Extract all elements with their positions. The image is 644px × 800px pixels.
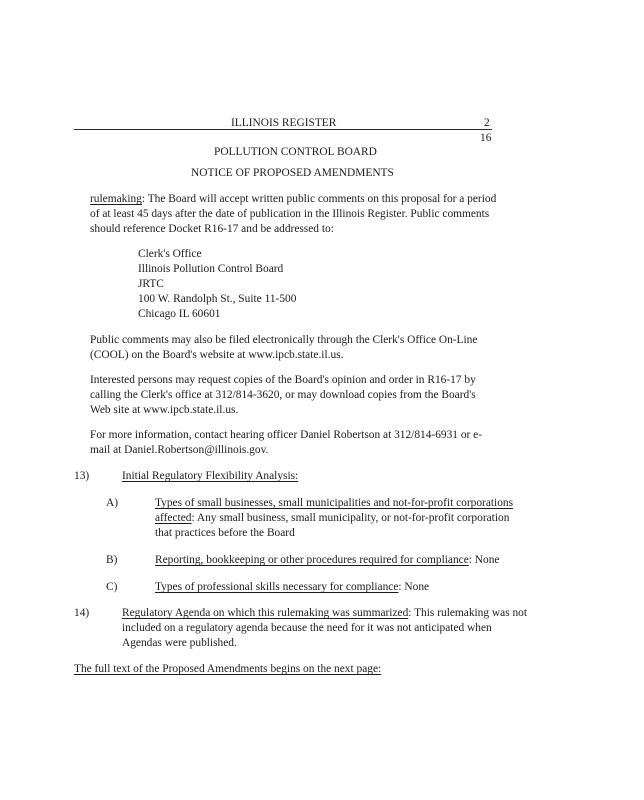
item-13-title: Initial Regulatory Flexibility Analysis: (122, 470, 299, 482)
issue-number: 16 (480, 132, 492, 144)
item-13b-letter: B) (106, 554, 118, 566)
item-13c-rest: : None (398, 581, 430, 593)
copies-line: calling the Clerk's office at 312/814-3620, or may download copies from the Board's (90, 389, 476, 401)
intro-line-2: of at least 45 days after the date of publication in the Illinois Register. Public comments (90, 208, 490, 220)
item-13b-title: Reporting, bookkeeping or other procedures required for compliance (155, 554, 469, 566)
notice-title: NOTICE OF PROPOSED AMENDMENTS (191, 167, 394, 179)
address-line: 100 W. Randolph St., Suite 11-500 (138, 293, 297, 305)
item-13c-title: Types of professional skills necessary for compliance (155, 581, 399, 593)
intro-line-1-rest: : The Board will accept written public comments on this proposal for a period (141, 193, 497, 205)
intro-line-3: should reference Docket R16-17 and be addressed to: (90, 223, 334, 235)
item-13a-title-line-1: Types of small businesses, small municipalities and not-for-profit corporations (155, 497, 514, 509)
full-text-intro: The full text of the Proposed Amendments begins on the next page: (74, 663, 382, 675)
item-14-line-1 (122, 606, 527, 621)
item-14-line-3: Agendas were published. (122, 637, 237, 649)
info-line: mail at Daniel.Robertson@illinois.gov. (90, 444, 269, 456)
item-13a-line-3: that practices before the Board (155, 527, 295, 539)
item-13-number: 13) (74, 470, 90, 482)
item-14-line-2: included on a regulatory agenda because the need for it was not anticipated when (122, 622, 492, 634)
address-line: Clerk's Office (138, 248, 202, 260)
intro-lead: rulemaking (90, 193, 142, 205)
item-13a-line-2 (155, 511, 509, 526)
address-line: Chicago IL 60601 (138, 308, 221, 320)
page-number: 2 (484, 117, 490, 129)
header-rule (74, 129, 492, 130)
copies-line: Interested persons may request copies of the Board's opinion and order in R16-17 by (90, 374, 476, 386)
address-line: JRTC (138, 278, 164, 290)
info-line: For more information, contact hearing officer Daniel Robertson at 312/814-6931 or e- (90, 429, 483, 441)
item-13c-line (155, 580, 429, 595)
board-name: POLLUTION CONTROL BOARD (214, 146, 377, 158)
item-13a-title-line-2: affected (155, 512, 192, 524)
item-14-title: Regulatory Agenda on which this rulemaking was summarized (122, 607, 409, 619)
intro-line-1 (90, 192, 496, 207)
register-title: ILLINOIS REGISTER (231, 117, 337, 129)
item-13c-letter: C) (106, 581, 118, 593)
item-14-rest: : This rulemaking was not (408, 607, 528, 619)
item-13b-rest: : None (468, 554, 500, 566)
cool-line: Public comments may also be filed electronically through the Clerk's Office On-Line (90, 334, 478, 346)
copies-line: Web site at www.ipcb.state.il.us. (90, 404, 239, 416)
cool-line: (COOL) on the Board's website at www.ipcb.state.il.us. (90, 349, 344, 361)
address-line: Illinois Pollution Control Board (138, 263, 284, 275)
item-13b-line (155, 553, 499, 568)
item-13a-rest: : Any small business, small municipality, or not-for-profit corporation (191, 512, 510, 524)
item-14-number: 14) (74, 607, 90, 619)
item-13a-letter: A) (106, 497, 119, 509)
